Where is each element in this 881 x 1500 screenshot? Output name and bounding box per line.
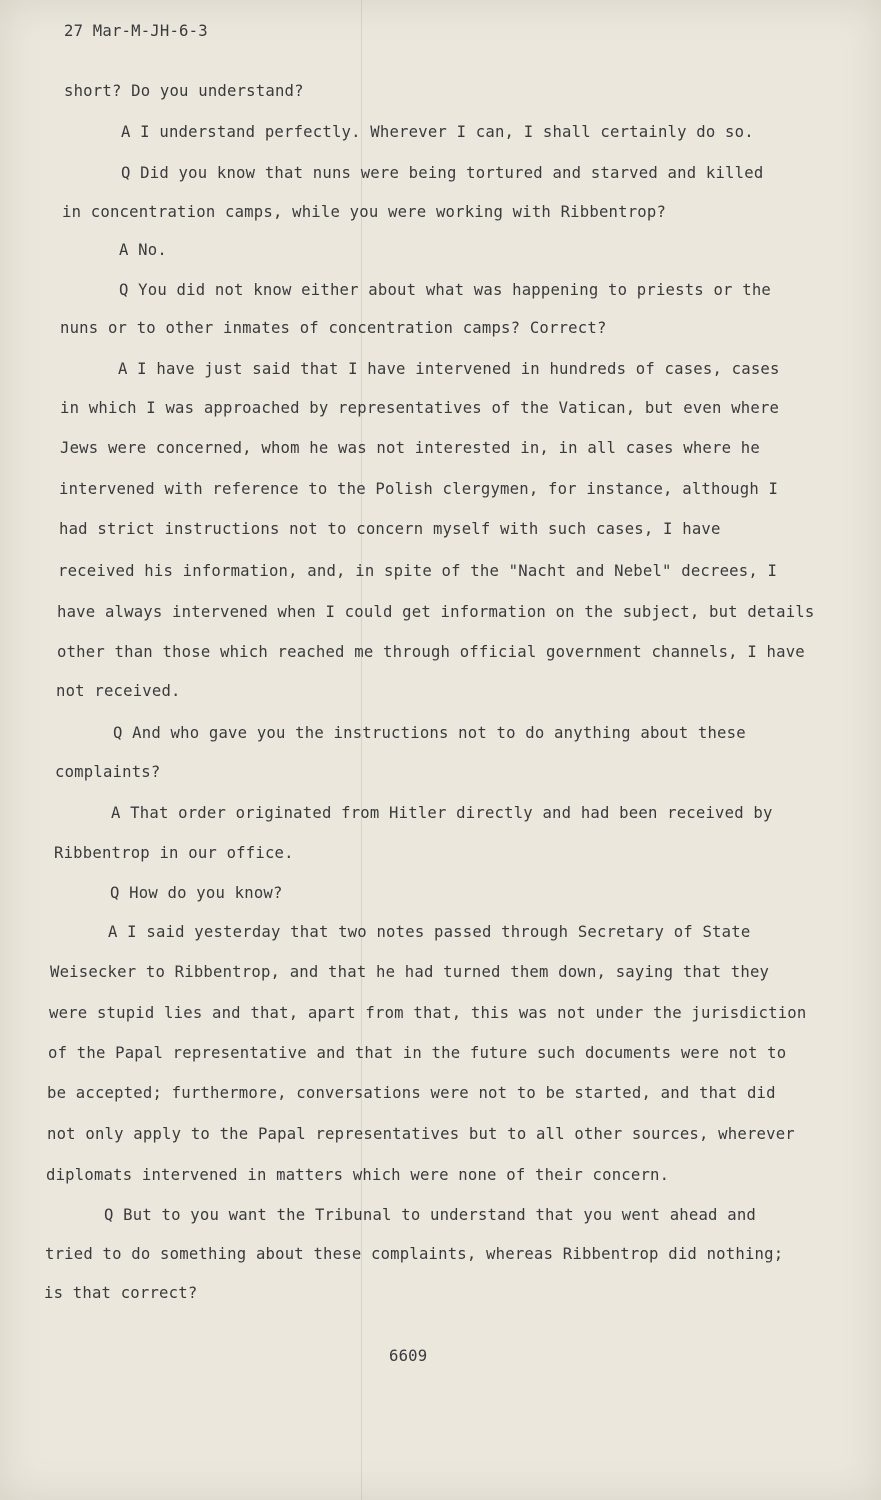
transcript-line: short? Do you understand?: [64, 82, 304, 100]
transcript-line: Ribbentrop in our office.: [54, 844, 294, 862]
transcript-line: be accepted; furthermore, conversations were not to be started, and that did: [47, 1084, 776, 1102]
transcript-line: tried to do something about these complaints, whereas Ribbentrop did nothing;: [45, 1245, 784, 1263]
transcript-line: other than those which reached me through official government channels, I have: [57, 643, 805, 661]
transcript-line: nuns or to other inmates of concentration camps? Correct?: [60, 319, 607, 337]
transcript-line: in concentration camps, while you were working with Ribbentrop?: [62, 203, 667, 221]
transcript-line: Q But to you want the Tribunal to understand that you went ahead and: [104, 1206, 756, 1224]
transcript-line: A No.: [119, 241, 167, 259]
transcript-line: received his information, and, in spite of the "Nacht and Nebel" decrees, I: [58, 562, 778, 580]
transcript-line: A I have just said that I have intervened in hundreds of cases, cases: [118, 360, 780, 378]
transcript-line: of the Papal representative and that in the future such documents were not to: [48, 1044, 787, 1062]
transcript-line: intervened with reference to the Polish clergymen, for instance, although I: [59, 480, 779, 498]
transcript-line: not received.: [56, 682, 181, 700]
page-fold-crease: [361, 0, 362, 1500]
transcript-line: Q And who gave you the instructions not to do anything about these: [113, 724, 746, 742]
transcript-line: in which I was approached by representatives of the Vatican, but even where: [60, 399, 780, 417]
transcript-line: diplomats intervened in matters which were none of their concern.: [46, 1166, 670, 1184]
transcript-line: A I said yesterday that two notes passed through Secretary of State: [108, 923, 751, 941]
transcript-line: A I understand perfectly. Wherever I can, I shall certainly do so.: [121, 123, 754, 141]
transcript-line: is that correct?: [44, 1284, 198, 1302]
transcript-line: not only apply to the Papal representatives but to all other sources, wherever: [47, 1125, 795, 1143]
transcript-line: have always intervened when I could get information on the subject, but details: [57, 603, 815, 621]
document-reference: 27 Mar-M-JH-6-3: [64, 22, 208, 40]
transcript-line: had strict instructions not to concern myself with such cases, I have: [59, 520, 721, 538]
transcript-line: complaints?: [55, 763, 161, 781]
transcript-line: were stupid lies and that, apart from that, this was not under the jurisdiction: [49, 1004, 807, 1022]
transcript-line: A That order originated from Hitler directly and had been received by: [111, 804, 773, 822]
page-number: 6609: [389, 1347, 428, 1365]
transcript-line: Weisecker to Ribbentrop, and that he had turned them down, saying that they: [50, 963, 770, 981]
transcript-line: Q You did not know either about what was happening to priests or the: [119, 281, 771, 299]
transcript-line: Jews were concerned, whom he was not interested in, in all cases where he: [60, 439, 760, 457]
transcript-line: Q How do you know?: [110, 884, 283, 902]
transcript-line: Q Did you know that nuns were being tortured and starved and killed: [121, 164, 764, 182]
